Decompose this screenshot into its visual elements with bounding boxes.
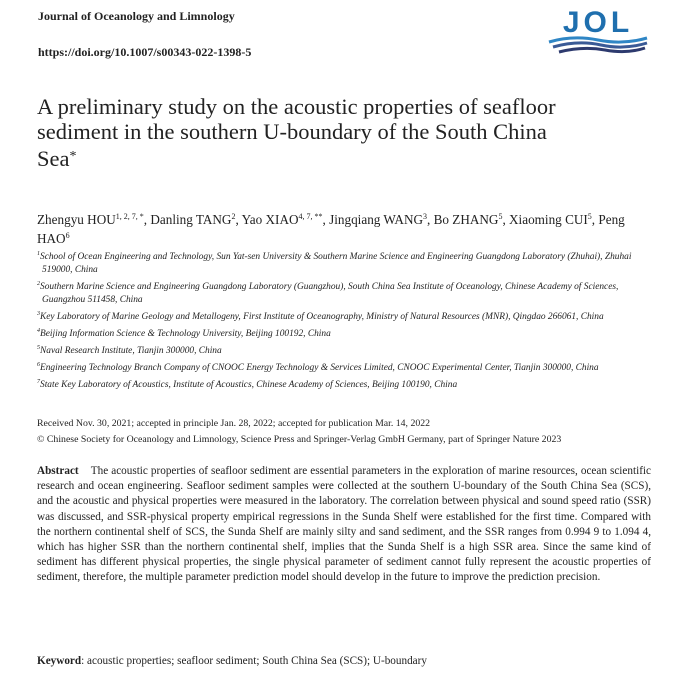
author-affiliation-marks: 2 bbox=[231, 212, 236, 221]
author-separator: , bbox=[322, 212, 330, 227]
author-name: Xiaoming CUI bbox=[509, 212, 588, 227]
article-dates bbox=[37, 416, 667, 447]
author-separator: , bbox=[143, 212, 151, 227]
author-separator: , bbox=[502, 212, 510, 227]
author-separator: , bbox=[427, 212, 434, 227]
author-affiliation-marks: 1, 2, 7, * bbox=[115, 212, 144, 221]
affiliation bbox=[37, 376, 657, 392]
affiliation-list bbox=[37, 248, 657, 392]
affiliation-text: School of Ocean Engineering and Technology, Sun Yat-sen University & Southern Marine Science and Engineering Guangdong Laboratory (Zhuhai), Zhuhai 519000, China bbox=[40, 252, 632, 275]
author-name: Peng HAO bbox=[37, 212, 625, 246]
keyword-list: : acoustic properties; seafloor sediment; South China Sea (SCS); U-boundary bbox=[81, 655, 427, 667]
affiliation-text: Key Laboratory of Marine Geology and Metallogeny, First Institute of Oceanography, Ministry of Natural Resources (MNR), Qingdao 266061, China bbox=[40, 312, 604, 322]
affiliation-number: 6 bbox=[37, 362, 40, 368]
affiliation bbox=[37, 325, 657, 341]
affiliation-text: Beijing Information Science & Technology University, Beijing 100192, China bbox=[40, 329, 331, 339]
affiliation bbox=[37, 278, 657, 307]
affiliation-text: Southern Marine Science and Engineering Guangdong Laboratory (Guangzhou), South China Sea Institute of Oceanology, Chinese Academy of Sciences, Guangzhou 511458, China bbox=[40, 282, 619, 305]
affiliation-text: Engineering Technology Branch Company of CNOOC Energy Technology & Services Limited, CNOOC Experimental Center, Tianjin 300000, China bbox=[40, 363, 599, 373]
affiliation-number: 1 bbox=[37, 251, 40, 257]
logo-text: JOL bbox=[562, 6, 634, 39]
author-name: Jingqiang WANG bbox=[329, 212, 423, 227]
copyright-notice: © Chinese Society for Oceanology and Limnology, Science Press and Springer-Verlag GmbH Germany, part of Springer Nature 2023 bbox=[37, 433, 562, 445]
author-separator: , bbox=[591, 212, 599, 227]
author-affiliation-marks: 5 bbox=[498, 212, 503, 221]
author bbox=[509, 212, 598, 227]
author-name: Bo ZHANG bbox=[433, 212, 499, 227]
author-name: Danling TANG bbox=[150, 212, 232, 227]
keywords bbox=[37, 655, 651, 667]
author bbox=[242, 212, 330, 227]
affiliation bbox=[37, 359, 657, 375]
affiliation-number: 3 bbox=[37, 311, 40, 317]
affiliation-number: 7 bbox=[37, 379, 40, 385]
journal-name: Journal of Oceanology and Limnology bbox=[38, 9, 235, 23]
author bbox=[150, 212, 241, 227]
keyword-label: Keyword bbox=[37, 655, 82, 667]
author-affiliation-marks: 4, 7, ** bbox=[298, 212, 323, 221]
affiliation-text: Naval Research Institute, Tianjin 300000, China bbox=[40, 346, 222, 356]
author-affiliation-marks: 3 bbox=[423, 212, 427, 221]
author bbox=[37, 212, 150, 227]
author-name: Zhengyu HOU bbox=[37, 212, 116, 227]
affiliation-text: State Key Laboratory of Acoustics, Institute of Acoustics, Chinese Academy of Sciences, Beijing 100190, China bbox=[40, 380, 458, 390]
author-list bbox=[37, 209, 657, 247]
abstract bbox=[37, 464, 651, 586]
affiliation-number: 2 bbox=[37, 281, 40, 287]
title-text: A preliminary study on the acoustic properties of seafloor sediment in the southern U-boundary of the South China Sea bbox=[37, 94, 556, 171]
author bbox=[434, 212, 509, 227]
article-title bbox=[37, 94, 577, 171]
author-affiliation-marks: 5 bbox=[587, 212, 592, 221]
doi-link[interactable]: https://doi.org/10.1007/s00343-022-1398-5 bbox=[38, 45, 252, 59]
affiliation-number: 4 bbox=[37, 328, 40, 334]
author-name: Yao XIAO bbox=[241, 212, 299, 227]
journal-logo bbox=[543, 2, 653, 62]
abstract-text: The acoustic properties of seafloor sediment are essential parameters in the exploration of marine resources, ocean scientific research and ocean engineering. Seafloor sediment samples were collected at the southern U-boundary of the South China Sea (SCS), and the acoustic and physical properties were measured in the laboratory. The correlation between physical and sound speed ratio (SSR) was discussed, and SSR-physical property empirical regressions in the Sunda Shelf were established for the first time. Compared with the northern continental shelf of SCS, the Sunda Shelf are mainly silty and sand sediment, and the SSR ranges from 0.994 9 to 1.094 4, which has higher SSR than the northern continental shelf, implies that the Sunda Shelf is a high SSR area. Since the same kind of sediment has different physical properties, the single physical parameter of sediment cannot fully represent the acoustic properties of sediment, therefore, the multiple parameter prediction model should develop in the future to improve the prediction precision. bbox=[37, 465, 651, 584]
title-footnote-mark: * bbox=[69, 149, 77, 164]
affiliation bbox=[37, 248, 657, 277]
received-dates: Received Nov. 30, 2021; accepted in principle Jan. 28, 2022; accepted for publication Mar. 14, 2022 bbox=[37, 418, 431, 429]
abstract-label: Abstract bbox=[37, 465, 79, 477]
author bbox=[329, 212, 434, 227]
author-separator: , bbox=[235, 212, 242, 227]
author-affiliation-marks: 6 bbox=[65, 231, 70, 240]
affiliation-number: 5 bbox=[37, 345, 40, 351]
affiliation bbox=[37, 308, 657, 324]
affiliation bbox=[37, 342, 657, 358]
